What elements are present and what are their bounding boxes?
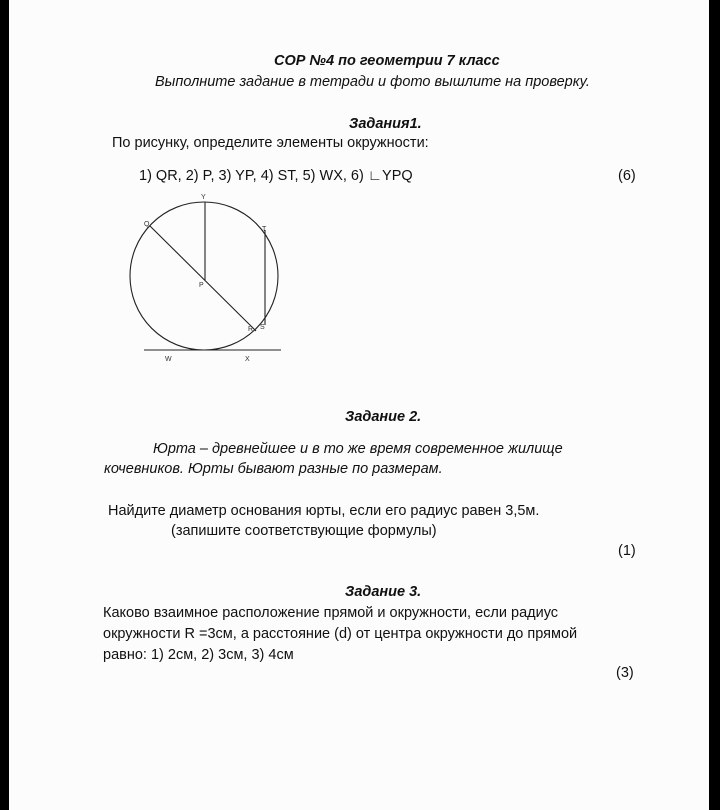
label-t: T — [262, 226, 267, 233]
task2-question: Найдите диаметр основания юрты, если его радиус равен 3,5м. — [108, 503, 540, 519]
label-q: Q — [144, 221, 150, 228]
doc-title: СОР №4 по геометрии 7 класс — [274, 53, 500, 69]
document-page — [9, 0, 709, 810]
task3-points: (3) — [616, 665, 634, 681]
task2-text-line2: кочевников. Юрты бывают разные по размерам. — [104, 461, 443, 477]
task3-heading: Задание 3. — [345, 584, 422, 600]
chord-qr — [150, 226, 256, 331]
task2-heading: Задание 2. — [345, 409, 422, 425]
label-w: W — [165, 356, 172, 363]
label-r: R — [248, 326, 254, 333]
label-p: P — [199, 282, 204, 289]
task3-line3: равно: 1) 2см, 2) 3см, 3) 4см — [103, 647, 294, 663]
task1-prompt: По рисунку, определите элементы окружности: — [112, 135, 429, 151]
task2-note: (запишите соответствующие формулы) — [171, 523, 437, 539]
task1-heading: Задания1. — [349, 116, 422, 132]
task1-items: 1) QR, 2) P, 3) YP, 4) ST, 5) WX, 6) ∟YPQ — [139, 168, 413, 184]
task3-line2: окружности R =3см, а расстояние (d) от центра окружности до прямой — [103, 626, 578, 642]
label-x: X — [245, 356, 250, 363]
task2-text-line1: Юрта – древнейшее и в то же время современное жилище — [153, 441, 563, 457]
circle-shape — [130, 202, 278, 350]
task3-line1: Каково взаимное расположение прямой и окружности, если радиус — [103, 605, 559, 621]
label-y: Y — [201, 194, 206, 201]
task1-points: (6) — [618, 168, 636, 184]
task2-points: (1) — [618, 543, 636, 559]
circle-figure — [9, 0, 709, 380]
label-s: S — [260, 324, 265, 331]
doc-subtitle: Выполните задание в тетради и фото вышлите на проверку. — [155, 74, 590, 90]
